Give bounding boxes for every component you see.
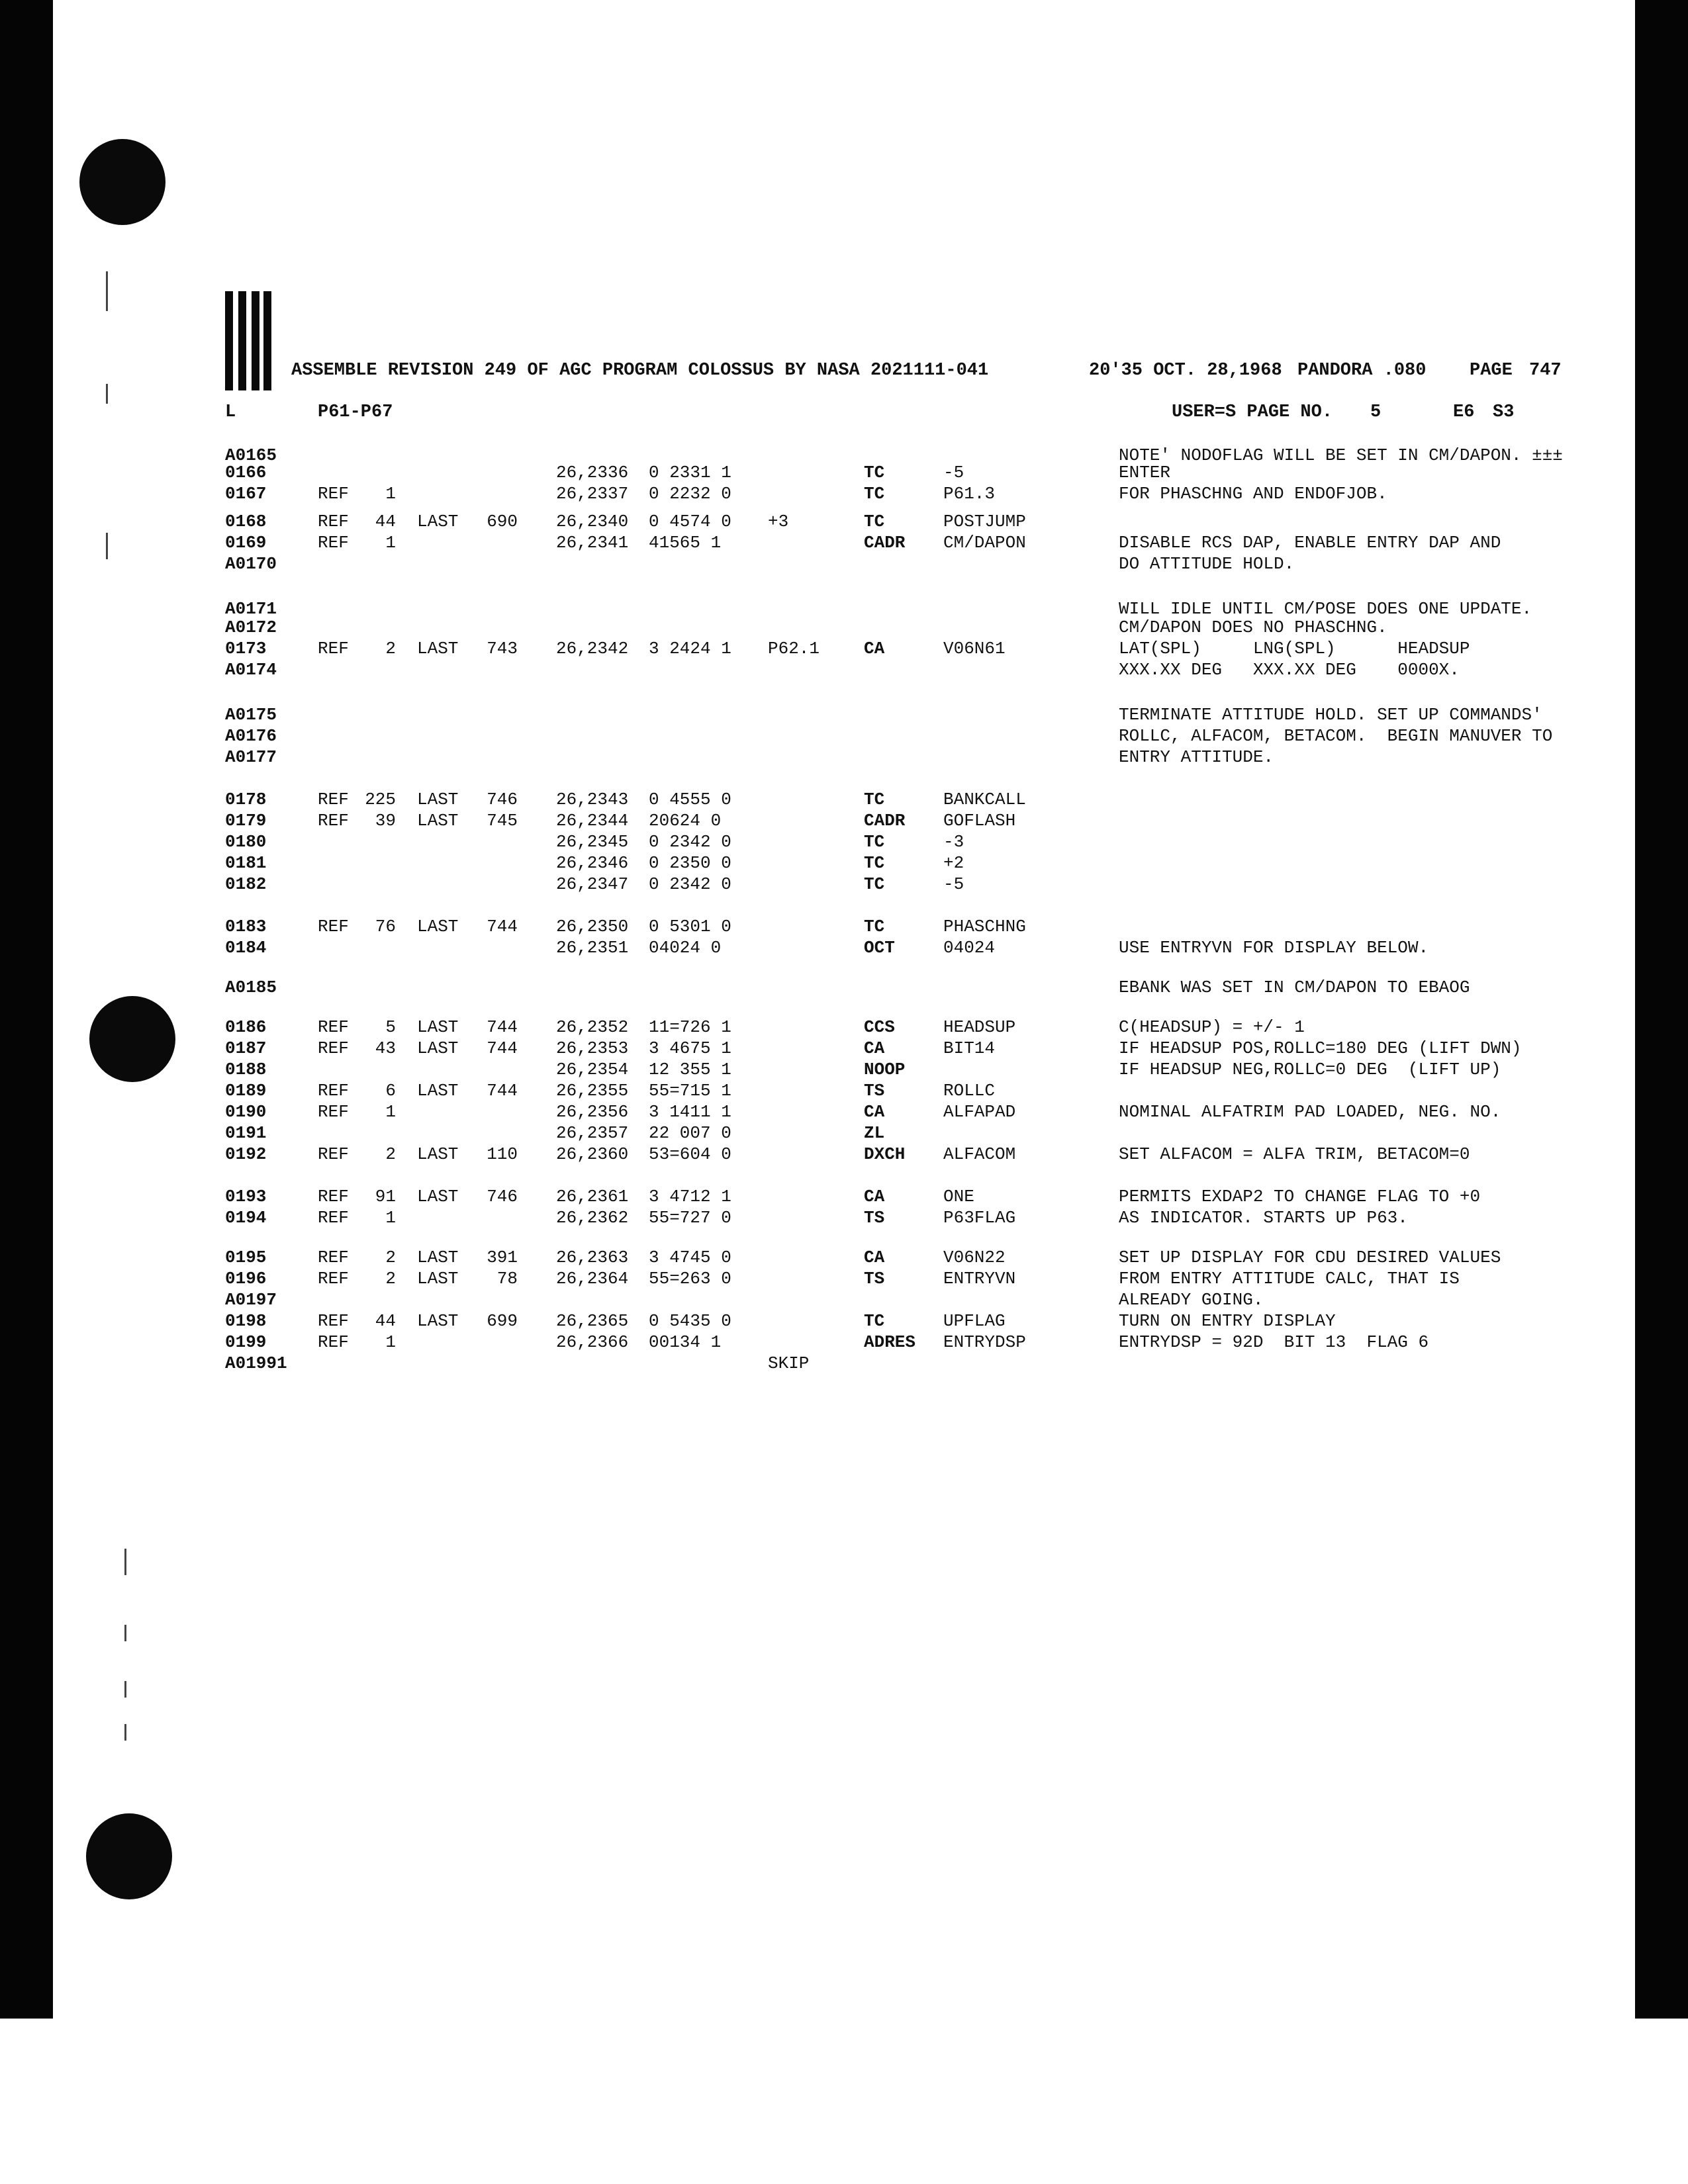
last-line: 746 — [487, 790, 518, 809]
last-line: 743 — [487, 639, 518, 659]
line-location: 0191 — [225, 1123, 267, 1143]
listing-header — [225, 361, 1575, 387]
ref-count: 43 — [375, 1038, 396, 1058]
line-location: 0186 — [225, 1017, 267, 1037]
octal-word: 0 2350 0 — [649, 853, 731, 873]
punch-hole-top — [79, 139, 165, 225]
line-location: A0175 — [225, 705, 277, 725]
ref-marker: REF — [318, 1311, 349, 1331]
comment: IF HEADSUP NEG,ROLLC=0 DEG (LIFT UP) — [1119, 1060, 1501, 1079]
comment: DISABLE RCS DAP, ENABLE ENTRY DAP AND — [1119, 533, 1501, 553]
line-location: 0194 — [225, 1208, 267, 1228]
line-location: 0192 — [225, 1144, 267, 1164]
listing-row — [225, 462, 1575, 483]
octal-word: 0 2342 0 — [649, 874, 731, 894]
comment: WILL IDLE UNTIL CM/POSE DOES ONE UPDATE. — [1119, 599, 1532, 619]
octal-word: 41565 1 — [649, 533, 722, 553]
listing-row — [225, 789, 1575, 810]
ref-marker: REF — [318, 811, 349, 831]
listing-row — [225, 852, 1575, 874]
last-marker: LAST — [417, 1269, 459, 1289]
line-location: 0178 — [225, 790, 267, 809]
operand: ENTRYDSP — [943, 1332, 1026, 1352]
octal-word: 0 4574 0 — [649, 512, 731, 531]
listing-row — [225, 1332, 1575, 1353]
operand: V06N61 — [943, 639, 1006, 659]
line-location: 0188 — [225, 1060, 267, 1079]
page-label: PAGE — [1470, 361, 1513, 381]
ref-marker: REF — [318, 790, 349, 809]
octal-word: 3 2424 1 — [649, 639, 731, 659]
operand: ONE — [943, 1187, 974, 1206]
line-location: 0195 — [225, 1248, 267, 1267]
line-location: 0180 — [225, 832, 267, 852]
opcode: CA — [864, 639, 885, 659]
last-line: 78 — [496, 1269, 518, 1289]
last-line: 690 — [487, 512, 518, 531]
opcode: CA — [864, 1187, 885, 1206]
last-marker: LAST — [417, 917, 459, 936]
assembly-datetime: 20'35 OCT. 28,1968 — [1089, 361, 1282, 381]
listing-row — [225, 1247, 1575, 1268]
ref-marker: REF — [318, 917, 349, 936]
address: 26,2360 — [556, 1144, 629, 1164]
opcode: TC — [864, 1311, 885, 1331]
operand: GOFLASH — [943, 811, 1016, 831]
comment: SET UP DISPLAY FOR CDU DESIRED VALUES — [1119, 1248, 1501, 1267]
ref-count: 5 — [385, 1017, 396, 1037]
address: 26,2353 — [556, 1038, 629, 1058]
comment: IF HEADSUP POS,ROLLC=180 DEG (LIFT DWN) — [1119, 1038, 1522, 1058]
punch-hole-middle — [89, 996, 175, 1082]
listing-row — [225, 1017, 1575, 1038]
opcode: TC — [864, 512, 885, 531]
last-marker: LAST — [417, 790, 459, 809]
tag-s3: S3 — [1493, 402, 1515, 422]
last-line: 110 — [487, 1144, 518, 1164]
operand: CM/DAPON — [943, 533, 1026, 553]
line-location: 0168 — [225, 512, 267, 531]
line-location: 0198 — [225, 1311, 267, 1331]
ref-count: 1 — [385, 533, 396, 553]
listing-row — [225, 1080, 1575, 1101]
comment: TURN ON ENTRY DISPLAY — [1119, 1311, 1336, 1331]
comment: DO ATTITUDE HOLD. — [1119, 554, 1295, 574]
ref-marker: REF — [318, 1187, 349, 1206]
opcode: CA — [864, 1102, 885, 1122]
listing-row — [225, 916, 1575, 937]
listing-row — [225, 1122, 1575, 1144]
line-location: A0197 — [225, 1290, 277, 1310]
opcode: TC — [864, 790, 885, 809]
last-line: 391 — [487, 1248, 518, 1267]
ref-marker: REF — [318, 1081, 349, 1101]
left-code: L — [225, 402, 236, 422]
operand: POSTJUMP — [943, 512, 1026, 531]
assembly-title: ASSEMBLE REVISION 249 OF AGC PROGRAM COLOSSUS BY NASA 2021111-041 — [291, 361, 989, 381]
listing-row — [225, 874, 1575, 895]
address: 26,2355 — [556, 1081, 629, 1101]
octal-word: 55=715 1 — [649, 1081, 731, 1101]
listing-row — [225, 1289, 1575, 1310]
line-location: 0196 — [225, 1269, 267, 1289]
line-location: 0169 — [225, 533, 267, 553]
last-marker: LAST — [417, 512, 459, 531]
last-marker: LAST — [417, 1311, 459, 1331]
listing-row — [225, 659, 1575, 680]
ref-marker: REF — [318, 1248, 349, 1267]
listing-row — [225, 937, 1575, 958]
line-location: A0171 — [225, 599, 277, 619]
opcode: TS — [864, 1208, 885, 1228]
statement-label: SKIP — [768, 1353, 810, 1373]
line-location: 0181 — [225, 853, 267, 873]
opcode: ADRES — [864, 1332, 916, 1352]
ref-count: 6 — [385, 1081, 396, 1101]
scan-border-left — [0, 0, 53, 2019]
last-line: 745 — [487, 811, 518, 831]
octal-word: 0 4555 0 — [649, 790, 731, 809]
comment: ENTRY ATTITUDE. — [1119, 747, 1274, 767]
operand: ENTRYVN — [943, 1269, 1016, 1289]
address: 26,2343 — [556, 790, 629, 809]
scan-mark — [106, 271, 108, 311]
ref-count: 1 — [385, 1332, 396, 1352]
address: 26,2366 — [556, 1332, 629, 1352]
opcode: TC — [864, 853, 885, 873]
statement-label: +3 — [768, 512, 789, 531]
operand: BANKCALL — [943, 790, 1026, 809]
line-location: 0193 — [225, 1187, 267, 1206]
opcode: TC — [864, 917, 885, 936]
listing-row — [225, 810, 1575, 831]
ref-marker: REF — [318, 512, 349, 531]
ref-marker: REF — [318, 1038, 349, 1058]
operand: -3 — [943, 832, 964, 852]
ref-count: 39 — [375, 811, 396, 831]
address: 26,2350 — [556, 917, 629, 936]
ref-count: 2 — [385, 1144, 396, 1164]
comment: TERMINATE ATTITUDE HOLD. SET UP COMMANDS' — [1119, 705, 1542, 725]
last-marker: LAST — [417, 1248, 459, 1267]
scan-mark — [106, 384, 108, 404]
line-location: 0167 — [225, 484, 267, 504]
listing-row — [225, 553, 1575, 574]
comment: NOTE' NODOFLAG WILL BE SET IN CM/DAPON. ±±± — [1119, 445, 1563, 465]
opcode: ZL — [864, 1123, 885, 1143]
comment: FOR PHASCHNG AND ENDOFJOB. — [1119, 484, 1387, 504]
address: 26,2352 — [556, 1017, 629, 1037]
listing-row — [225, 1207, 1575, 1228]
octal-word: 22 007 0 — [649, 1123, 731, 1143]
operand: PHASCHNG — [943, 917, 1026, 936]
ref-marker: REF — [318, 1144, 349, 1164]
line-location: A01991 — [225, 1353, 287, 1373]
last-marker: LAST — [417, 1038, 459, 1058]
listing-row — [225, 511, 1575, 532]
operand: -5 — [943, 874, 964, 894]
line-location: A0165 — [225, 445, 277, 465]
listing-row — [225, 1353, 1575, 1374]
page-number: 747 — [1529, 361, 1562, 381]
comment: ENTRYDSP = 92D BIT 13 FLAG 6 — [1119, 1332, 1429, 1352]
address: 26,2356 — [556, 1102, 629, 1122]
assembly-listing — [225, 445, 1575, 1490]
address: 26,2345 — [556, 832, 629, 852]
ref-count: 1 — [385, 484, 396, 504]
address: 26,2346 — [556, 853, 629, 873]
opcode: CADR — [864, 533, 906, 553]
last-line: 699 — [487, 1311, 518, 1331]
last-line: 744 — [487, 1038, 518, 1058]
ref-count: 2 — [385, 1269, 396, 1289]
listing-row — [225, 483, 1575, 504]
opcode: DXCH — [864, 1144, 906, 1164]
address: 26,2340 — [556, 512, 629, 531]
octal-word: 3 4745 0 — [649, 1248, 731, 1267]
comment: ALREADY GOING. — [1119, 1290, 1264, 1310]
listing-row — [225, 1038, 1575, 1059]
address: 26,2357 — [556, 1123, 629, 1143]
octal-word: 20624 0 — [649, 811, 722, 831]
octal-word: 55=263 0 — [649, 1269, 731, 1289]
opcode: CADR — [864, 811, 906, 831]
ref-count: 44 — [375, 512, 396, 531]
comment: SET ALFACOM = ALFA TRIM, BETACOM=0 — [1119, 1144, 1470, 1164]
line-location: 0173 — [225, 639, 267, 659]
line-location: 0182 — [225, 874, 267, 894]
line-location: A0174 — [225, 660, 277, 680]
comment: FROM ENTRY ATTITUDE CALC, THAT IS — [1119, 1269, 1460, 1289]
listing-subheader — [225, 402, 1575, 429]
last-marker: LAST — [417, 1017, 459, 1037]
listing-row — [225, 638, 1575, 659]
last-line: 746 — [487, 1187, 518, 1206]
octal-word: 04024 0 — [649, 938, 722, 958]
scan-mark — [124, 1681, 126, 1698]
operand: ALFACOM — [943, 1144, 1016, 1164]
operand: BIT14 — [943, 1038, 996, 1058]
last-marker: LAST — [417, 1081, 459, 1101]
opcode: TS — [864, 1269, 885, 1289]
octal-word: 0 5301 0 — [649, 917, 731, 936]
octal-word: 55=727 0 — [649, 1208, 731, 1228]
listing-row — [225, 532, 1575, 553]
scan-mark — [124, 1625, 126, 1641]
scan-border-right — [1635, 0, 1688, 2019]
octal-word: 11=726 1 — [649, 1017, 731, 1037]
address: 26,2342 — [556, 639, 629, 659]
listing-row — [225, 1059, 1575, 1080]
opcode: TC — [864, 874, 885, 894]
line-location: A0170 — [225, 554, 277, 574]
address: 26,2361 — [556, 1187, 629, 1206]
line-location: 0189 — [225, 1081, 267, 1101]
ref-count: 2 — [385, 639, 396, 659]
octal-word: 3 4712 1 — [649, 1187, 731, 1206]
operand: -5 — [943, 463, 964, 482]
last-marker: LAST — [417, 1144, 459, 1164]
ref-count: 1 — [385, 1102, 396, 1122]
ref-count: 76 — [375, 917, 396, 936]
operand: V06N22 — [943, 1248, 1006, 1267]
operand: +2 — [943, 853, 964, 873]
line-location: 0184 — [225, 938, 267, 958]
last-marker: LAST — [417, 639, 459, 659]
opcode: TS — [864, 1081, 885, 1101]
comment: PERMITS EXDAP2 TO CHANGE FLAG TO +0 — [1119, 1187, 1481, 1206]
operand: ROLLC — [943, 1081, 996, 1101]
comment: XXX.XX DEG XXX.XX DEG 0000X. — [1119, 660, 1460, 680]
octal-word: 3 1411 1 — [649, 1102, 731, 1122]
ref-marker: REF — [318, 1332, 349, 1352]
listing-row — [225, 704, 1575, 725]
opcode: CA — [864, 1248, 885, 1267]
ref-count: 1 — [385, 1208, 396, 1228]
address: 26,2337 — [556, 484, 629, 504]
address: 26,2336 — [556, 463, 629, 482]
listing-row — [225, 1186, 1575, 1207]
ref-marker: REF — [318, 1102, 349, 1122]
listing-row — [225, 1268, 1575, 1289]
opcode: NOOP — [864, 1060, 906, 1079]
statement-label: P62.1 — [768, 639, 820, 659]
last-line: 744 — [487, 917, 518, 936]
operand: ALFAPAD — [943, 1102, 1016, 1122]
operand: UPFLAG — [943, 1311, 1006, 1331]
scan-mark — [106, 533, 108, 559]
address: 26,2363 — [556, 1248, 629, 1267]
section-name: P61-P67 — [318, 402, 393, 422]
line-location: 0166 — [225, 463, 267, 482]
octal-word: 3 4675 1 — [649, 1038, 731, 1058]
opcode: TC — [864, 832, 885, 852]
line-location: A0172 — [225, 617, 277, 637]
listing-row — [225, 617, 1575, 638]
listing-row — [225, 977, 1575, 998]
system-name: PANDORA .080 — [1297, 361, 1427, 381]
line-location: 0183 — [225, 917, 267, 936]
address: 26,2365 — [556, 1311, 629, 1331]
opcode: TC — [864, 463, 885, 482]
octal-word: 00134 1 — [649, 1332, 722, 1352]
listing-row — [225, 725, 1575, 747]
line-location: 0190 — [225, 1102, 267, 1122]
ref-marker: REF — [318, 533, 349, 553]
comment: C(HEADSUP) = +/- 1 — [1119, 1017, 1305, 1037]
ref-marker: REF — [318, 639, 349, 659]
line-location: A0176 — [225, 726, 277, 746]
comment: EBANK WAS SET IN CM/DAPON TO EBAOG — [1119, 978, 1470, 997]
operand: P61.3 — [943, 484, 996, 504]
operand: 04024 — [943, 938, 996, 958]
line-location: A0185 — [225, 978, 277, 997]
line-location: 0179 — [225, 811, 267, 831]
comment: ENTER — [1119, 463, 1171, 482]
scan-mark — [124, 1724, 126, 1741]
last-marker: LAST — [417, 811, 459, 831]
octal-word: 0 5435 0 — [649, 1311, 731, 1331]
ref-marker: REF — [318, 1017, 349, 1037]
opcode: TC — [864, 484, 885, 504]
address: 26,2351 — [556, 938, 629, 958]
comment: LAT(SPL) LNG(SPL) HEADSUP — [1119, 639, 1470, 659]
line-location: 0187 — [225, 1038, 267, 1058]
comment: NOMINAL ALFATRIM PAD LOADED, NEG. NO. — [1119, 1102, 1501, 1122]
tag-e6: E6 — [1453, 402, 1475, 422]
user-page-label: USER=S PAGE NO. — [1172, 402, 1333, 422]
last-line: 744 — [487, 1081, 518, 1101]
line-location: A0177 — [225, 747, 277, 767]
listing-row — [225, 831, 1575, 852]
listing-row — [225, 1310, 1575, 1332]
address: 26,2362 — [556, 1208, 629, 1228]
ref-count: 91 — [375, 1187, 396, 1206]
address: 26,2341 — [556, 533, 629, 553]
ref-count: 44 — [375, 1311, 396, 1331]
opcode: CA — [864, 1038, 885, 1058]
operand: P63FLAG — [943, 1208, 1016, 1228]
address: 26,2347 — [556, 874, 629, 894]
ref-marker: REF — [318, 484, 349, 504]
opcode: OCT — [864, 938, 895, 958]
line-location: 0199 — [225, 1332, 267, 1352]
comment: CM/DAPON DOES NO PHASCHNG. — [1119, 617, 1387, 637]
listing-row — [225, 1144, 1575, 1165]
ref-marker: REF — [318, 1208, 349, 1228]
octal-word: 0 2342 0 — [649, 832, 731, 852]
opcode: CCS — [864, 1017, 895, 1037]
scan-mark — [124, 1549, 126, 1575]
ref-marker: REF — [318, 1269, 349, 1289]
address: 26,2364 — [556, 1269, 629, 1289]
ref-count: 2 — [385, 1248, 396, 1267]
address: 26,2354 — [556, 1060, 629, 1079]
comment: AS INDICATOR. STARTS UP P63. — [1119, 1208, 1408, 1228]
ref-count: 225 — [365, 790, 396, 809]
listing-row — [225, 747, 1575, 768]
comment: USE ENTRYVN FOR DISPLAY BELOW. — [1119, 938, 1429, 958]
comment: ROLLC, ALFACOM, BETACOM. BEGIN MANUVER TO — [1119, 726, 1553, 746]
octal-word: 53=604 0 — [649, 1144, 731, 1164]
octal-word: 0 2331 1 — [649, 463, 731, 482]
octal-word: 0 2232 0 — [649, 484, 731, 504]
operand: HEADSUP — [943, 1017, 1016, 1037]
user-page-number: 5 — [1370, 402, 1382, 422]
punch-hole-bottom — [86, 1813, 172, 1899]
listing-row — [225, 1101, 1575, 1122]
octal-word: 12 355 1 — [649, 1060, 731, 1079]
last-marker: LAST — [417, 1187, 459, 1206]
last-line: 744 — [487, 1017, 518, 1037]
address: 26,2344 — [556, 811, 629, 831]
